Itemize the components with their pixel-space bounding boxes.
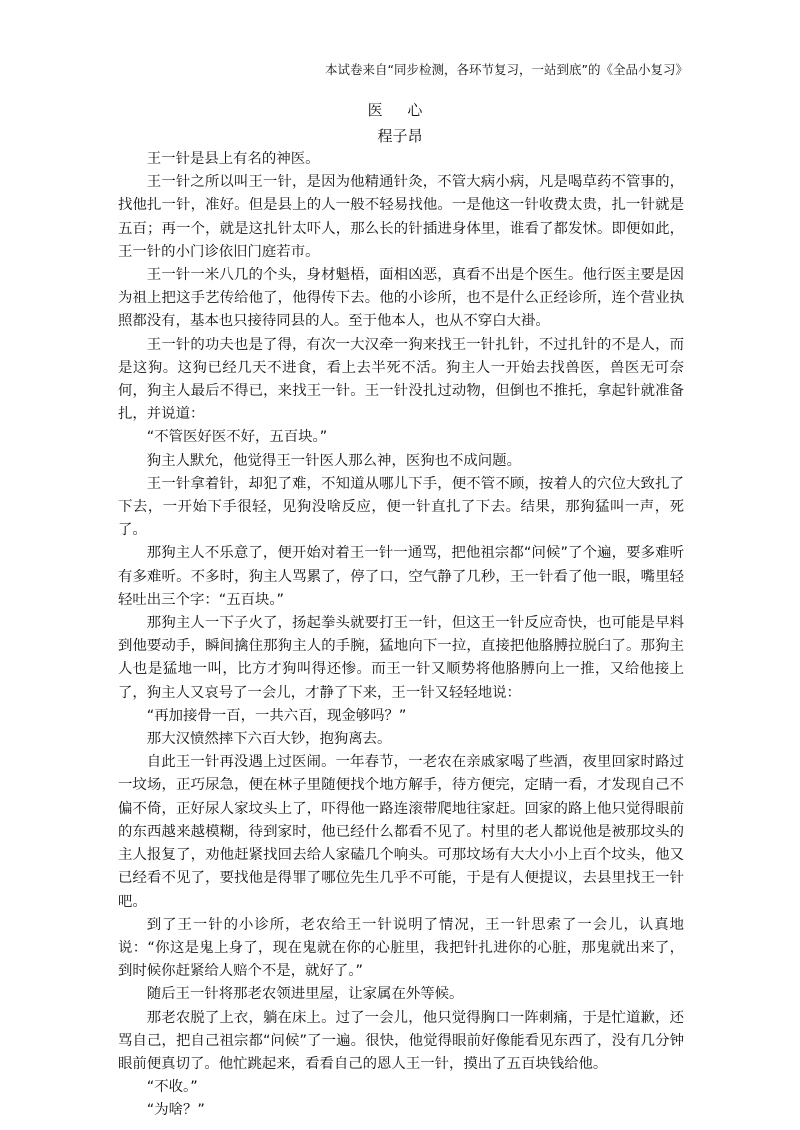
paragraph: 那老农脱了上衣，躺在床上。过了一会儿，他只觉得胸口一阵刺痛，于是忙道歉，还骂自己，把自己祖宗都“问候”了一遍。很快，他觉得眼前好像能看见东西了，没有几分钟眼前便真切了。他忙跳起来，看看自己的恩人王一针，摸出了五百块钱给他。 <box>118 1009 684 1072</box>
source-note: 本试卷来自“同步检测，各环节复习，一站到底”的《全品小复习》 <box>325 62 688 77</box>
paragraph: 狗主人默允，他觉得王一针医人那么神，医狗也不成问题。 <box>146 452 521 469</box>
paragraph: 王一针的功夫也是了得，有次一大汉牵一狗来找王一针扎针，不过扎针的不是人，而是这狗。这狗已经几天不进食，看上去半死不活。狗主人一开始去找兽医，兽医无可奈何，狗主人最后不得已，来找王一针。王一针没扎过动物，但倒也不推托，拿起针就准备扎，并说道： <box>118 336 684 423</box>
paragraph: 那大汉愤然摔下六百大钞，抱狗离去。 <box>146 731 392 748</box>
paragraph: 王一针之所以叫王一针，是因为他精通针灸，不管大病小病，凡是喝草药不管事的，找他扎一针，准好。但是县上的人一般不轻易找他。一是他这一针收费太贵，扎一针就是五百；再一个，就是这扎针太吓人，那么长的针插进身体里，谁看了都发怵。即便如此，王一针的小门诊依旧门庭若市。 <box>118 174 684 260</box>
paragraph: 那狗主人不乐意了，便开始对着王一针一通骂，把他祖宗都“问候”了个遍，要多难听有多难听。不多时，狗主人骂累了，停了口，空气静了几秒，王一针看了他一眼，嘴里轻轻吐出三个字：“五百块。” <box>118 545 684 608</box>
article-author: 程子昂 <box>377 127 423 145</box>
paragraph: 随后王一针将那老农领进里屋，让家属在外等候。 <box>146 986 464 1003</box>
paragraph: “为啥？” <box>146 1102 205 1119</box>
paragraph: “不管医好医不好，五百块。” <box>146 429 328 446</box>
paragraph: 自此王一针再没遇上过医闹。一年春节，一老农在亲戚家喝了些酒，夜里回家时路过一坟场，正巧尿急，便在林子里随便找个地方解手，待方便完，定睛一看，才发现自己不偏不倚，正好尿人家坟头上了，吓得他一路连滚带爬地往家赶。回家的路上他只觉得眼前的东西越来越模糊，待到家时，他已经什么都看不见了。村里的老人都说他是被那坟头的主人报复了，劝他赶紧找回去给人家磕几个响头。可那坟场有大大小小上百个坟头，他又已经看不见了，要找他是得罪了哪位先生几乎不可能，于是有人便提议，去县里找王一针吧。 <box>118 754 684 910</box>
article-title: 医 心 <box>367 101 433 119</box>
article-body <box>118 148 684 1123</box>
paragraph: “不收。” <box>146 1079 198 1096</box>
paragraph: 王一针是县上有名的神医。 <box>146 151 320 167</box>
paragraph: “再加接骨一百，一共六百，现金够吗？” <box>146 707 407 724</box>
paragraph: 王一针拿着针，却犯了难，不知道从哪儿下手，便不管不顾，按着人的穴位大致扎了下去，一开始下手很轻，见狗没啥反应，便一针直扎了下去。结果，那狗猛叫一声，死了。 <box>118 475 684 539</box>
paragraph: 王一针一米八几的个头，身材魁梧，面相凶恶，真看不出是个医生。他行医主要是因为祖上把这手艺传给他了，他得传下去。他的小诊所，也不是什么正经诊所，连个营业执照都没有，基本也只接待同县的人。至于他本人，也从不穿白大褂。 <box>118 267 684 330</box>
paragraph: 那狗主人一下子火了，扬起拳头就要打王一针，但这王一针反应奇快，也可能是早料到他要动手，瞬间擒住那狗主人的手腕，猛地向下一拉，直接把他胳膊拉脱臼了。那狗主人也是猛地一叫，比方才狗叫得还惨。而王一针又顺势将他胳膊向上一推，又给他接上了，狗主人又哀号了一会儿，才静了下来，王一针又轻轻地说： <box>118 615 684 701</box>
paragraph: 到了王一针的小诊所，老农给王一针说明了情况，王一针思索了一会儿，认真地说：“你这是鬼上身了，现在鬼就在你的心脏里，我把针扎进你的心脏，那鬼就出来了，到时候你赶紧给人赔个不是，就好了。” <box>118 916 684 980</box>
